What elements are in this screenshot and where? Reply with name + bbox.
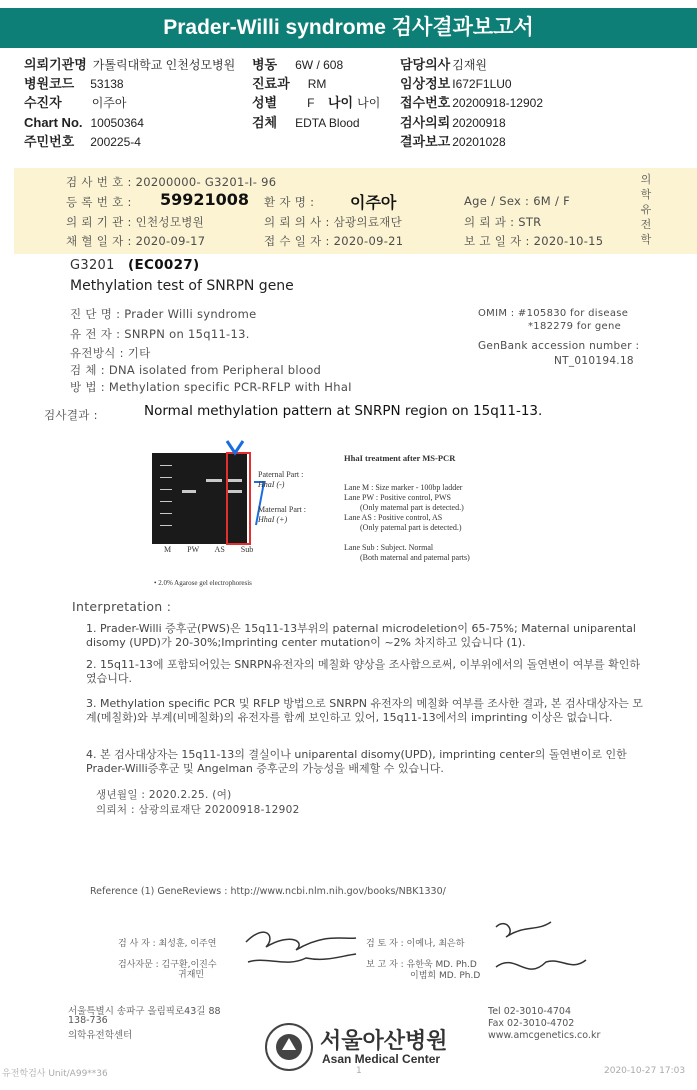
advisor: 검사자문 : 김구환,이진수 <box>118 960 217 970</box>
ward-row <box>252 56 343 74</box>
interpretation-title: Interpretation : <box>72 599 172 614</box>
genbank-label: GenBank accession number : <box>478 340 640 352</box>
doctor-value: 김재원 <box>452 58 488 72</box>
paternal-label: Paternal Part : <box>258 470 304 479</box>
address-1: 서울특별시 송파구 올림픽로43길 88 <box>68 1006 221 1017</box>
receipt-row <box>400 94 543 112</box>
request-label: 검사의뢰 <box>400 115 451 130</box>
legend-line: Lane PW : Positive control, PWS <box>344 493 451 502</box>
legend-line: (Only paternal part is detected.) <box>360 523 462 532</box>
age-row <box>328 94 380 112</box>
dept-vertical-label: 의학유전학 <box>640 173 652 246</box>
print-timestamp: 2020-10-27 17:03 <box>604 1066 686 1076</box>
legend-line: (Both maternal and paternal parts) <box>360 553 470 562</box>
institution-label: 의뢰기관명 <box>24 57 87 72</box>
lane-label: M <box>164 545 172 554</box>
marker-band <box>160 513 172 514</box>
test-code-ec: (EC0027) <box>128 257 200 273</box>
test-name: Methylation test of SNRPN gene <box>70 278 294 294</box>
address-2: 138-736 <box>68 1015 108 1026</box>
omim-gene: *182279 for gene <box>528 321 622 332</box>
lane-labels <box>164 545 253 555</box>
report-title: Prader-Willi syndrome 검사결과보고서 <box>0 8 697 48</box>
patient-name-label: 환 자 명 : <box>264 195 315 209</box>
lane-label: Sub <box>240 545 254 554</box>
address-3: 의학유전학센터 <box>68 1030 133 1041</box>
lane-label: PW <box>187 545 199 554</box>
clinical-row <box>400 75 512 93</box>
maternal-hhai: HhaI (+) <box>258 515 288 524</box>
legend-line: Lane Sub : Subject. Normal <box>344 543 434 552</box>
interpretation-4: 4. 본 검사대상자는 15q11-13의 결실이나 uniparental disomy(UPD), imprinting center의 돌연변이로 인한 Prader-Willi증후군 및 Angelman 증후군의 가능성을 배제할 수 있습니다. <box>86 748 627 775</box>
lane-label: AS <box>214 545 225 554</box>
page-number: 1 <box>356 1066 362 1076</box>
legend-line: (Only maternal part is detected.) <box>360 503 464 512</box>
advisor-2: 귀재민 <box>178 970 205 980</box>
specimen-label: 검체 <box>252 115 278 130</box>
hospital-name-en: Asan Medical Center <box>322 1052 441 1066</box>
hospital-name-kr: 서울아산병원 <box>320 1029 448 1054</box>
method: 방 법 : Methylation specific PCR-RFLP with HhaI <box>70 380 352 394</box>
test-code: G3201 <box>70 258 115 273</box>
tester: 검 사 자 : 최성훈, 이주연 <box>118 939 217 949</box>
reference: Reference (1) GeneReviews : http://www.ncbi.nlm.nih.gov/books/NBK1330/ <box>90 886 446 897</box>
clinical-value: I672F1LU0 <box>452 77 512 91</box>
marker-band <box>160 477 172 478</box>
interpretation-2: 2. 15q11-13에 포함되어있는 SNRPN유전자의 메칠화 양상을 조사함으로써, 이부위에서의 돌연변이 여부를 확인하였습니다. <box>86 658 641 685</box>
agarose-note: • 2.0% Agarose gel electrophoresis <box>154 579 252 587</box>
ward-value: 6W / 608 <box>295 58 344 72</box>
ward-label: 병동 <box>252 57 278 72</box>
report-date-row <box>400 133 506 151</box>
pw-band <box>182 490 196 493</box>
result-value: Normal methylation pattern at SNRPN region on 15q11-13. <box>144 403 543 419</box>
receipt-label: 접수번호 <box>400 95 451 110</box>
arrow-down-icon <box>224 438 246 458</box>
specimen-value: EDTA Blood <box>295 116 360 130</box>
diagnosis: 진 단 명 : Prader Willi syndrome <box>70 307 257 321</box>
chart-value: 10050364 <box>90 116 144 130</box>
request-row <box>400 114 506 132</box>
registration-number: 59921008 <box>160 190 250 209</box>
age-label: 나이 <box>328 95 354 110</box>
id-label: 주민번호 <box>24 134 75 149</box>
reporter: 보 고 자 : 유한욱 MD. Ph.D <box>366 960 477 970</box>
sex-row <box>252 94 314 112</box>
dept-label: 진료과 <box>252 76 290 91</box>
maternal-label: Maternal Part : <box>258 505 306 514</box>
marker-band <box>160 465 172 466</box>
id-value: 200225-4 <box>90 135 141 149</box>
received-date: 접 수 일 자 : 2020-09-21 <box>264 234 404 248</box>
sex-label: 성별 <box>252 95 278 110</box>
sex-value: F <box>307 96 315 110</box>
signature-reviewer-icon <box>476 912 596 992</box>
age-sex: Age / Sex : 6M / F <box>464 194 571 208</box>
dept-value: RM <box>307 77 327 91</box>
marker-band <box>160 489 172 490</box>
report-date-label: 결과보고 <box>400 134 451 149</box>
dept-row <box>252 75 326 93</box>
report-date: 보 고 일 자 : 2020-10-15 <box>464 234 604 248</box>
collection-date: 채 혈 일 자 : 2020-09-17 <box>66 234 206 248</box>
specimen: 검 체 : DNA isolated from Peripheral blood <box>70 363 322 377</box>
patient-row <box>24 94 126 112</box>
interpretation-1: 1. Prader-Willi 증후군(PWS)은 15q11-13부위의 paternal microdeletion이 65-75%; Maternal uniparental disomy (UPD)가 20-30%;Imprinting center mutation이 ~2% 차지하고 있습니다 (1). <box>86 622 636 649</box>
asan-foundation-seal-icon <box>264 1022 314 1072</box>
gene: 유 전 자 : SNRPN on 15q11-13. <box>70 327 250 341</box>
gel-title: HhaI treatment after MS-PCR <box>344 453 456 463</box>
institution-row <box>24 56 235 74</box>
request-value: 20200918 <box>452 116 506 130</box>
omim-disease: OMIM : #105830 for disease <box>478 308 629 319</box>
result-label: 검사결과 : <box>44 408 98 422</box>
registration-label: 등 록 번 호 : <box>66 195 132 209</box>
birth-date: 생년월일 : 2020.2.25. (여) <box>96 789 232 801</box>
specimen-row <box>252 114 360 132</box>
interpretation-3: 3. Methylation specific PCR 및 RFLP 방법으로 SNRPN 유전자의 메칠화 여부를 조사한 결과, 본 검사대상자는 모계(메칠화)와 부계(비메칠화)의 유전자를 함께 보인하고 있어, 15q11-13에서의 imprinting 이상은 없습니다. <box>86 697 643 724</box>
patient-value: 이주아 <box>91 96 127 110</box>
doctor-row <box>400 56 487 74</box>
as-band <box>206 479 222 482</box>
chart-label: Chart No. <box>24 115 83 130</box>
receipt-value: 20200918-12902 <box>452 96 543 110</box>
test-number: 검 사 번 호 : 20200000- G3201-I- 96 <box>66 175 277 189</box>
hospital-code-value: 53138 <box>90 77 124 91</box>
patient-name: 이주아 <box>350 193 397 212</box>
subject-lane-highlight <box>226 452 251 545</box>
fax: Fax 02-3010-4702 <box>488 1018 575 1029</box>
marker-band <box>160 501 172 502</box>
bottom-left-code: 유전학검사 Unit/A99**36 <box>2 1069 108 1079</box>
chart-row <box>24 114 144 132</box>
reviewer: 검 토 자 : 이예나, 최은하 <box>366 939 465 949</box>
requesting-doctor: 의 뢰 의 사 : 삼광의료재단 <box>264 215 403 229</box>
age-value: 나이 <box>357 96 381 110</box>
legend-line: Lane AS : Positive control, AS <box>344 513 443 522</box>
referrer: 의뢰처 : 삼광의료재단 20200918-12902 <box>96 804 300 816</box>
tel: Tel 02-3010-4704 <box>488 1006 571 1017</box>
report-date-value: 20201028 <box>452 135 506 149</box>
requesting-dept: 의 뢰 과 : STR <box>464 215 542 229</box>
inheritance: 유전방식 : 기타 <box>70 346 151 360</box>
patient-label: 수진자 <box>24 95 62 110</box>
requesting-institution: 의 뢰 기 관 : 인천성모병원 <box>66 215 205 229</box>
genbank-number: NT_010194.18 <box>554 355 634 367</box>
institution-value: 가톨릭대학교 인천성모병원 <box>92 58 236 72</box>
paternal-hhai: HhaI (-) <box>258 480 285 489</box>
clinical-label: 임상정보 <box>400 76 451 91</box>
legend-line: Lane M : Size marker - 100bp ladder <box>344 483 463 492</box>
hospital-code-row <box>24 75 124 93</box>
signature-tester-icon <box>236 912 366 978</box>
doctor-label: 담당의사 <box>400 57 451 72</box>
reporter-2: 이범희 MD. Ph.D <box>410 971 481 981</box>
hospital-code-label: 병원코드 <box>24 76 75 91</box>
marker-band <box>160 525 172 526</box>
id-row <box>24 133 141 151</box>
website: www.amcgenetics.co.kr <box>488 1030 601 1041</box>
